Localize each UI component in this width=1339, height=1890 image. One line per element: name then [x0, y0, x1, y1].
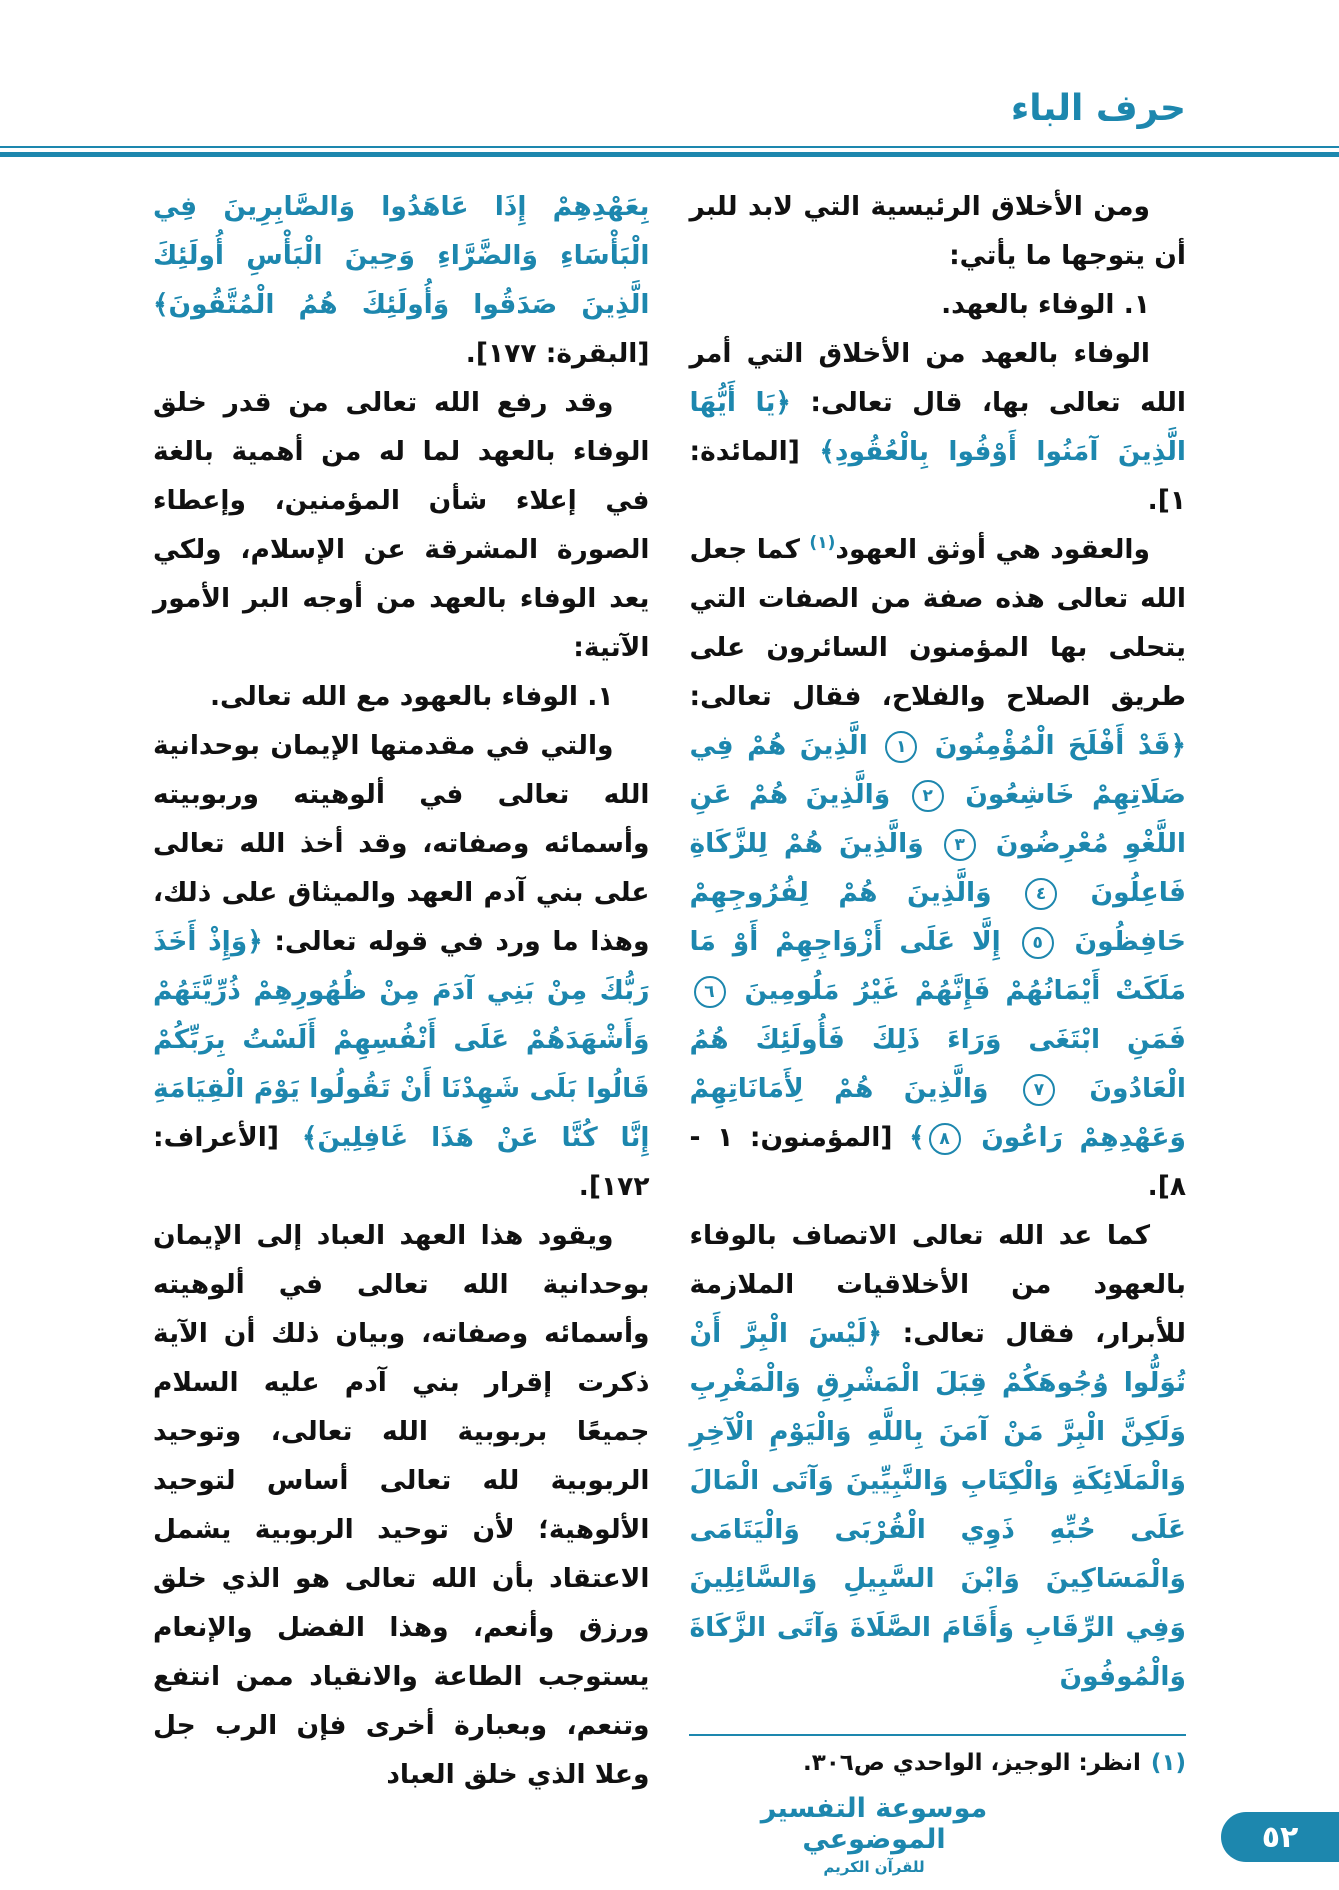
body-text: كما عد الله تعالى الاتصاف بالوفاء بالعهود من الأخلاقيات الملازمة للأبرار، فقال تعالى: [689, 1220, 1186, 1349]
ayah-number-ornament: ٣ [944, 829, 976, 861]
body-text: ١. الوفاء بالعهود مع الله تعالى. [209, 681, 614, 712]
publisher-logo-subtitle: للقرآن الكريم [823, 1858, 925, 1876]
header-rule-thin [0, 146, 1339, 148]
verse-reference: [الأعراف: ١٧٢]. [153, 1122, 650, 1202]
footnote-text: انظر: الوجيز، الواحدي ص٣٠٦. [802, 1750, 1141, 1776]
footnote-reference: (١) [809, 533, 836, 554]
paragraph [153, 182, 650, 378]
verse-reference: [المؤمنون: ١ - ٨]. [689, 1122, 1186, 1202]
quran-verse: ﴿لَيْسَ الْبِرَّ أَنْ تُوَلُّوا وُجُوهَكُمْ قِبَلَ الْمَشْرِقِ وَالْمَغْرِبِ وَلَكِنَّ الْبِرَّ مَنْ آمَنَ بِاللَّهِ وَالْيَوْمِ الْآخِرِ وَالْمَلَائِكَةِ وَالْكِتَابِ وَالنَّبِيِّينَ وَآتَى الْمَالَ عَلَى حُبِّهِ ذَوِي الْقُرْبَى وَالْيَتَامَى وَالْمَسَاكِينَ وَابْنَ السَّبِيلِ وَالسَّائِلِينَ وَفِي الرِّقَابِ وَأَقَامَ الصَّلَاةَ وَآتَى الزَّكَاةَ وَالْمُوفُونَ [689, 1318, 1186, 1692]
section-heading [153, 672, 650, 721]
ayah-number-ornament: ٧ [1023, 1074, 1055, 1106]
body-text: والتي في مقدمتها الإيمان بوحدانية الله تعالى في ألوهيته وربوبيته وأسمائه وصفاته، وقد أخذ الله تعالى على بني آدم العهد والميثاق على ذلك، وهذا ما ورد في قوله تعالى: [153, 730, 650, 957]
ayah-number-ornament: ١ [885, 731, 917, 763]
footnote-separator [689, 1734, 1186, 1736]
ayah-number-ornament: ٢ [912, 780, 944, 812]
ayah-number-ornament: ٦ [694, 976, 726, 1008]
verse-reference: [المائدة: ١]. [689, 436, 1186, 516]
body-text: وقد رفع الله تعالى من قدر خلق الوفاء بالعهد لما له من أهمية بالغة في إعلاء شأن المؤمنين، وإعطاء الصورة المشرقة عن الإسلام، ولكي يعد الوفاء بالعهد من أوجه البر الأمور الآتية: [153, 387, 650, 663]
page-number: ٥٢ [1261, 1819, 1299, 1855]
ayah-number-ornament: ٤ [1025, 878, 1057, 910]
section-heading [690, 280, 1187, 329]
quran-verse: ﴿قَدْ أَفْلَحَ الْمُؤْمِنُونَ ١ الَّذِينَ هُمْ فِي صَلَاتِهِمْ خَاشِعُونَ ٢ وَالَّذِينَ هُمْ عَنِ اللَّغْوِ مُعْرِضُونَ ٣ وَالَّذِينَ هُمْ لِلزَّكَاةِ فَاعِلُونَ ٤ وَالَّذِينَ هُمْ لِفُرُوجِهِمْ حَافِظُونَ ٥ إِلَّا عَلَى أَزْوَاجِهِمْ أَوْ مَا مَلَكَتْ أَيْمَانُهُمْ فَإِنَّهُمْ غَيْرُ مَلُومِينَ ٦ فَمَنِ ابْتَغَى وَرَاءَ ذَلِكَ فَأُولَئِكَ هُمُ الْعَادُونَ ٧ وَالَّذِينَ هُمْ لِأَمَانَاتِهِمْ وَعَهْدِهِمْ رَاعُونَ ٨﴾ [689, 730, 1187, 1153]
ayah-number-ornament: ٥ [1022, 927, 1054, 959]
body-text: كما جعل الله تعالى هذه صفة من الصفات التي يتحلى بها المؤمنون السائرون على طريق الصلاح والفلاح، فقال تعالى: [689, 534, 1186, 712]
footnote [689, 1746, 1186, 1780]
quran-verse: ﴿يَا أَيُّهَا الَّذِينَ آمَنُوا أَوْفُوا بِالْعُقُودِ﴾ [689, 387, 1186, 467]
page-number-badge [1221, 1812, 1339, 1862]
quran-verse: بِعَهْدِهِمْ إِذَا عَاهَدُوا وَالصَّابِرِينَ فِي الْبَأْسَاءِ وَالضَّرَّاءِ وَحِينَ الْبَأْسِ أُولَئِكَ الَّذِينَ صَدَقُوا وَأُولَئِكَ هُمُ الْمُتَّقُونَ﴾ [153, 191, 650, 320]
verse-reference: [البقرة: ١٧٧]. [465, 338, 650, 369]
body-text: ويقود هذا العهد العباد إلى الإيمان بوحدانية الله تعالى في ألوهيته وأسمائه وصفاته، وبيان ذلك أن الآية ذكرت إقرار بني آدم عليه السلام جميعًا بربوبية الله تعالى، وتوحيد الربوبية لله تعالى أساس لتوحيد الألوهية؛ لأن توحيد الربوبية يشمل الاعتقاد بأن الله تعالى هو الذي خلق ورزق وأنعم، وهذا الفضل والإنعام يستوجب الطاعة والانقياد ممن انتفع وتنعم، وبعبارة أخرى فإن الرب جل وعلا الذي خلق العباد [153, 1220, 650, 1790]
body-text: والعقود هي أوثق العهود [835, 534, 1150, 565]
chapter-title: حرف الباء [1010, 88, 1186, 129]
paragraph [690, 1211, 1187, 1701]
paragraph [690, 182, 1187, 280]
publisher-logo [739, 1793, 1009, 1876]
paragraph [690, 525, 1187, 1211]
column-right [690, 182, 1187, 1734]
footnote-block [689, 1734, 1186, 1780]
paragraph [153, 1211, 650, 1799]
body-text: ومن الأخلاق الرئيسية التي لابد للبر أن يتوجها ما يأتي: [689, 191, 1186, 271]
header-rule-thick [0, 152, 1339, 157]
ayah-number-ornament: ٨ [929, 1123, 961, 1155]
paragraph [690, 329, 1187, 525]
quran-verse: ﴿وَإِذْ أَخَذَ رَبُّكَ مِنْ بَنِي آدَمَ مِنْ ظُهُورِهِمْ ذُرِّيَّتَهُمْ وَأَشْهَدَهُمْ عَلَى أَنْفُسِهِمْ أَلَسْتُ بِرَبِّكُمْ قَالُوا بَلَى شَهِدْنَا أَنْ تَقُولُوا يَوْمَ الْقِيَامَةِ إِنَّا كُنَّا عَنْ هَذَا غَافِلِينَ﴾ [153, 926, 650, 1153]
column-left [153, 182, 650, 1790]
paragraph [153, 721, 650, 1211]
paragraph [153, 378, 650, 672]
body-text: ١. الوفاء بالعهد. [941, 289, 1150, 320]
body-text: الوفاء بالعهد من الأخلاق التي أمر الله تعالى بها، قال تعالى: [689, 338, 1186, 418]
footnote-number: (١) [1150, 1750, 1186, 1776]
publisher-logo-title: موسوعة التفسير الموضوعي [760, 1793, 988, 1855]
